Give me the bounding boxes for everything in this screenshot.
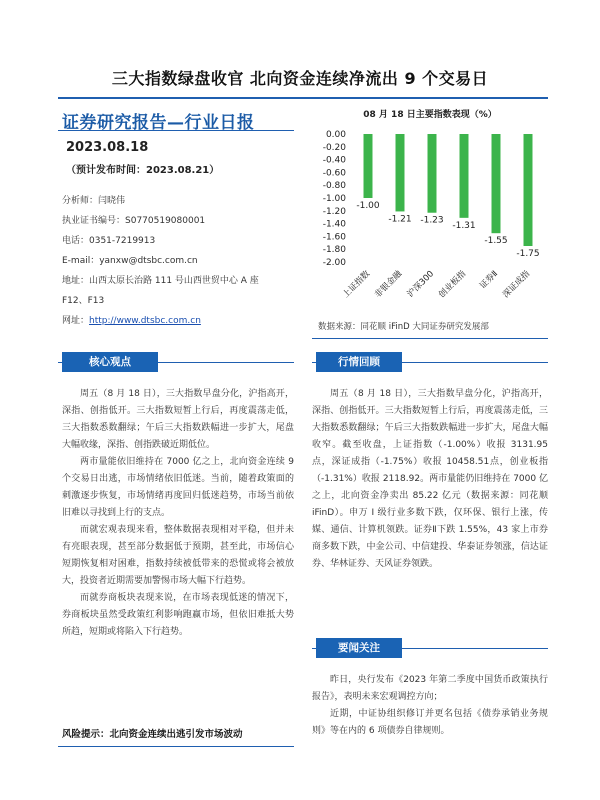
- data-label: -1.75: [516, 249, 540, 259]
- analyst-license: 执业证书编号：S0770519080001: [62, 216, 206, 226]
- data-label: -1.00: [356, 201, 380, 211]
- headline: 三大指数绿盘收官 北向资金连续净流出 9 个交易日: [111, 69, 489, 88]
- website-label: 网址：: [62, 316, 90, 326]
- header-rule: [58, 97, 548, 99]
- report-type-underline: [58, 130, 294, 131]
- chart-title: 08 月 18 日主要指数表现（%）: [363, 110, 497, 120]
- analyst-name: 分析师：闫晓伟: [62, 196, 126, 206]
- y-tick-label: -1.80: [322, 245, 346, 256]
- bar: [524, 134, 533, 246]
- y-tick-label: -1.20: [322, 206, 346, 217]
- website-link[interactable]: http://www.dtsbc.com.cn: [89, 316, 201, 326]
- data-label: -1.55: [484, 236, 508, 247]
- market-review-header: [312, 352, 548, 378]
- analyst-phone: 电话：0351-7219913: [62, 236, 156, 246]
- market-review-body: [312, 386, 548, 573]
- report-date: 2023.08.18: [66, 140, 149, 155]
- analyst-website: [62, 314, 201, 328]
- analyst-address: 地址：山西太原长治路 111 号山西世贸中心 A 座: [62, 276, 259, 286]
- core-view-paragraph: 而就券商板块表现来说，在市场表现低迷的情况下，券商板块虽然受政策红利影响跑赢市场，但依旧难抵大势所趋，短期或将陷入下行趋势。: [62, 593, 294, 637]
- market-review-heading: 行情回顾: [316, 352, 402, 372]
- bar: [364, 134, 373, 198]
- risk-rule: [58, 746, 294, 747]
- category-label: 深证成指: [500, 269, 533, 301]
- category-label: 上证指数: [340, 269, 373, 301]
- core-view-heading: 核心观点: [62, 352, 158, 372]
- y-tick-label: -0.60: [322, 168, 346, 179]
- publish-date: （预计发布时间：2023.08.21）: [66, 165, 220, 176]
- category-label: 沪深300: [405, 269, 437, 300]
- risk-note: 风险提示：北向资金连续出逃引发市场波动: [62, 729, 243, 740]
- chart-bottom-rule: [312, 338, 548, 339]
- data-label: -1.21: [388, 214, 412, 225]
- bar: [492, 134, 501, 233]
- category-label: 创业板指: [436, 269, 469, 301]
- bar: [428, 134, 437, 213]
- chart-source: 数据来源：同花顺 iFinD 大同证券研究发展部: [318, 322, 489, 332]
- index-performance-chart: [308, 122, 552, 318]
- news-heading: 要闻关注: [316, 638, 402, 658]
- y-tick-label: -0.80: [322, 181, 346, 192]
- news-paragraph: 昨日，央行发布《2023 年第二季度中国货币政策执行报告》，表明未来宏观调控方向；: [312, 675, 548, 702]
- news-body: [312, 672, 548, 740]
- y-tick-label: -1.00: [322, 194, 346, 204]
- category-label: 证券Ⅱ: [478, 269, 501, 292]
- analyst-email: E-mail：yanxw@dtsbc.com.cn: [62, 256, 198, 266]
- y-tick-label: -1.60: [322, 232, 346, 243]
- y-tick-label: -2.00: [322, 258, 346, 268]
- report-type: 证券研究报告—行业日报: [62, 113, 255, 133]
- data-label: -1.31: [452, 220, 476, 231]
- bar: [396, 134, 405, 211]
- bar: [460, 134, 469, 218]
- core-view-body: [62, 386, 294, 641]
- market-review-paragraph: 周五（8 月 18 日），三大指数早盘分化，沪指高开，深指、创指低开。三大指数短暂上行后，再度震荡走低，三大指数悉数翻绿；午后三大指数跌幅进一步扩大，尾盘大幅收窄。截至收盘，上证指数（-1.00%）收报 3131.95 点，深证成指（-1.75%）收报 10458.51点，创业板指（-1.31%）收报 2118.92。两市量能仍旧维持在 7000 亿之上，北向资金净卖出 85.22 亿元（数据来源：同花顺 iFinD）。申万 I 级行业多数下跌，仅环保、银行上涨，传媒、通信、计算机领跌。证券Ⅱ下跌 1.55%，43 家上市券商多数下跌，中金公司、中信建投、华泰证券领涨，信达证券、华林证券、天风证券领跌。: [312, 389, 548, 569]
- news-header: [312, 638, 548, 664]
- core-view-paragraph: 周五（8 月 18 日），三大指数早盘分化，沪指高开，深指、创指低开。三大指数短暂上行后，再度震荡走低，三大指数悉数翻绿；午后三大指数跌幅进一步扩大，尾盘大幅收缘，深指、创指跌破近期低位。: [62, 389, 294, 450]
- y-tick-label: -0.20: [322, 142, 346, 153]
- category-label: 非银金融: [372, 269, 405, 301]
- analyst-address-cont: F12、F13: [62, 296, 105, 306]
- y-tick-label: 0.00: [325, 130, 346, 140]
- core-view-paragraph: 两市量能依旧维持在 7000 亿之上，北向资金连续 9 个交易日出逃，市场情绪依旧低迷。当前，随着政策面的刺激逐步恢复，市场情绪再度回归低迷趋势，市场当前依旧难以寻找到上行的支点。: [62, 457, 294, 518]
- core-view-paragraph: 而就宏观表现来看，整体数据表现相对平稳，但并未有亮眼表现，甚至部分数据低于预期，甚至此，市场信心短期恢复相对困难，指数持续被低带来的恐慌或将会被放大，投资者近期需要加警惕市场大幅下行趋势。: [62, 525, 294, 586]
- news-paragraph: 近期，中证协组织修订并更名包括《债券承销业务规则》等在内的 6 项债券自律规则。: [312, 709, 548, 736]
- y-tick-label: -1.40: [322, 219, 346, 230]
- core-view-header: [58, 352, 294, 378]
- data-label: -1.23: [420, 215, 444, 226]
- y-tick-label: -0.40: [322, 155, 346, 166]
